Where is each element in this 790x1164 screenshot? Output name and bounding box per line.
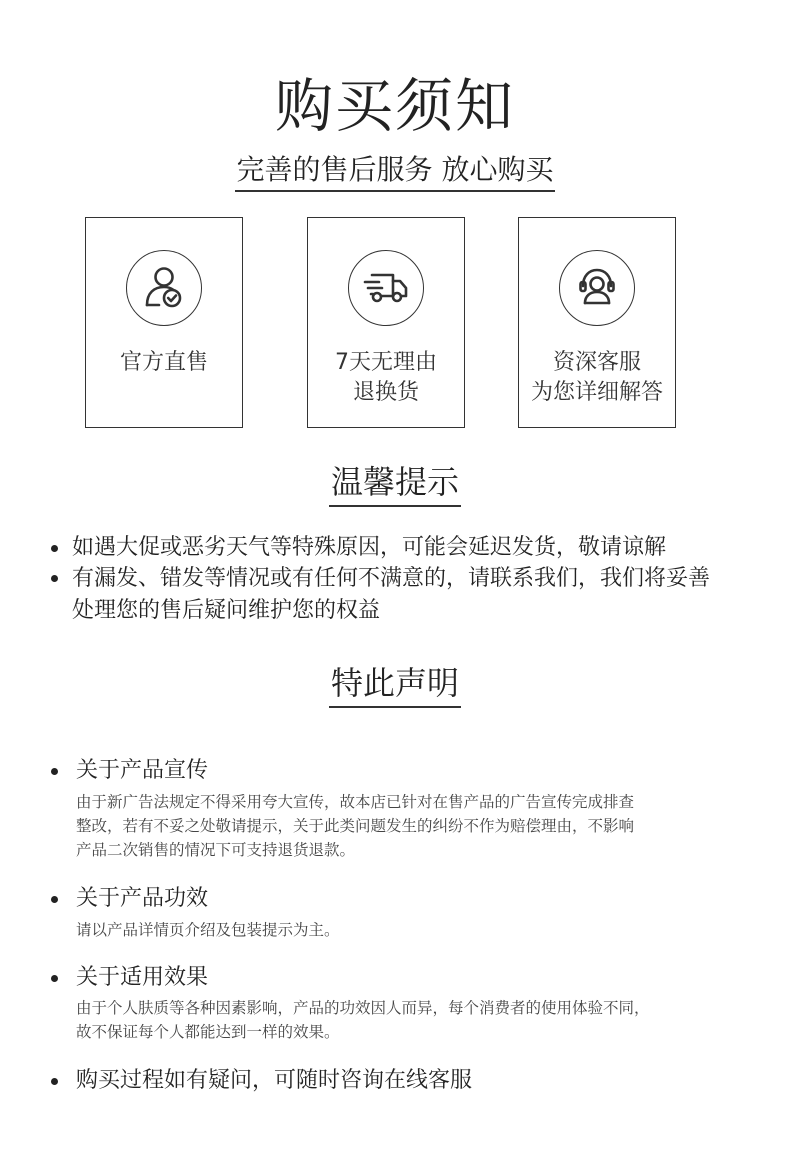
tip-item-1: 如遇大促或恶劣天气等特殊原因，可能会延迟发货，敬请谅解 [72,535,667,560]
page-title: 购买须知 [274,72,515,140]
declaration-item-body: 由于新广告法规定不得采用夸大宣传，故本店已针对在售产品的广告宣传完成排查 整改，若有不妥之处敬请提示，关于此类问题发生的纠纷不作为赔偿理由，不影响 产品二次销售的情况下可支持退货退款。 [76,793,635,859]
feature-text-support: 资深客服 为您详细解答 [530,350,663,405]
declaration-item-title: 关于适用效果 [76,965,209,990]
delivery-truck-icon [348,250,424,326]
feature-text-returns: 7天无理由 退换货 [335,350,437,405]
tips-heading-wrap [0,461,790,512]
bullet-dot [51,896,58,903]
feature-card-support [518,217,676,428]
bullet-dot [51,768,58,775]
tips-heading: 温馨提示 [329,461,461,507]
bullet-dot [51,545,58,552]
bullet-dot [51,575,58,582]
page-subtitle-wrap [0,152,790,194]
declaration-item-title: 购买过程如有疑问，可随时咨询在线客服 [76,1068,473,1093]
feature-text-official: 官方直售 [119,350,208,375]
feature-card-official [85,217,243,428]
tip-item-2-line-1: 有漏发、错发等情况或有任何不满意的，请联系我们，我们将妥善 [72,566,711,591]
user-check-icon [126,250,202,326]
bullet-dot [51,975,58,982]
tip-item-2-line-2: 处理您的售后疑问维护您的权益 [72,598,381,623]
declaration-heading-wrap [0,662,790,713]
declaration-item-body: 由于个人肤质等各种因素影响，产品的功效因人而异，每个消费者的使用体验不同， 故不保证每个人都能达到一样的效果。 [76,999,650,1041]
declaration-item-body: 请以产品详情页介绍及包装提示为主。 [76,921,340,939]
headset-support-icon [559,250,635,326]
page-subtitle: 完善的售后服务 放心购买 [235,152,556,192]
declaration-item-title: 关于产品功效 [76,886,209,911]
feature-card-returns [307,217,465,428]
declaration-heading: 特此声明 [329,662,461,708]
declaration-item-title: 关于产品宣传 [76,758,209,783]
bullet-dot [51,1078,58,1085]
